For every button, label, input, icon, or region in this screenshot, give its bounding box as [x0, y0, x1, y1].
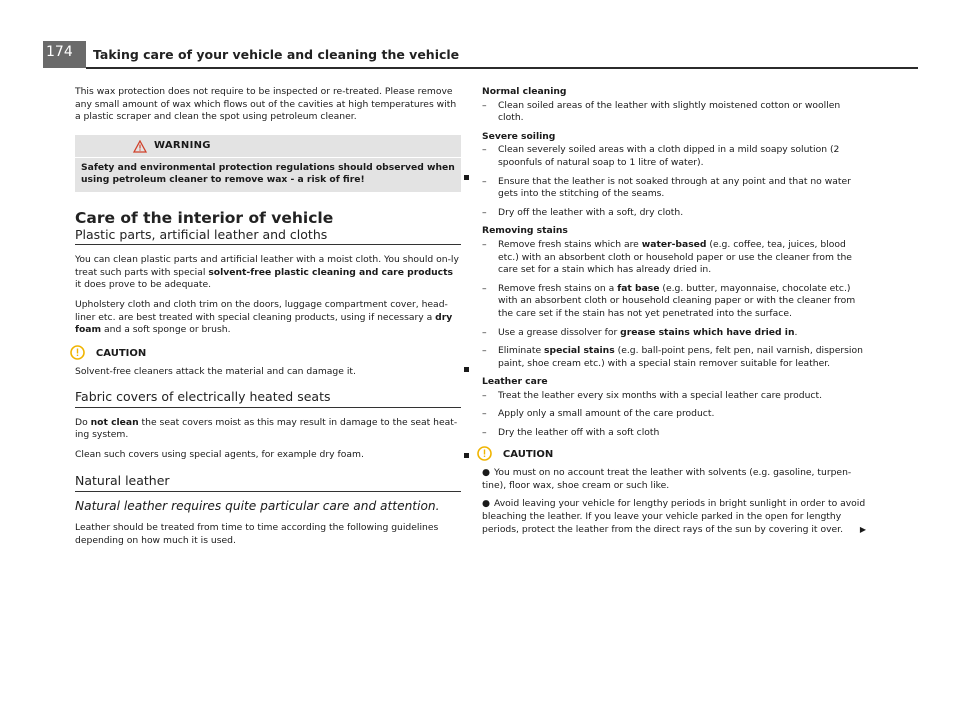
- left-column: [75, 86, 461, 555]
- severe-soiling-title: Severe soiling: [482, 130, 556, 142]
- heading-interior-care: Care of the interior of vehicle: [75, 208, 334, 227]
- heading-plastic-parts: Plastic parts, artificial leather and cloths: [75, 229, 461, 246]
- list-item: – Treat the leather every six months with a special leather care product.: [482, 390, 868, 403]
- list-item: – Dry the leather off with a soft cloth: [482, 427, 868, 440]
- normal-cleaning-title: Normal cleaning: [482, 86, 567, 97]
- list-item: – Remove fresh stains on a fat base (e.g. butter, mayonnaise, chocolate etc.) with an absorbent cloth or household cleaning paper or with the cleaner from the care set if the stain has not yet penetrated into the surface.: [482, 283, 868, 321]
- section-end-icon: [464, 453, 469, 458]
- caution-circle-icon: [70, 345, 85, 365]
- caution-block-1: [75, 345, 461, 379]
- severe-soiling-list: [482, 144, 868, 219]
- section-end-icon: [464, 175, 469, 180]
- continue-arrow-icon: ▶: [859, 524, 866, 534]
- caution-circle-icon: [477, 446, 492, 466]
- list-item: ● Avoid leaving your vehicle for lengthy periods in bright sunlight in order to avoid bleaching the leather. If you leave your vehicle parked in the open for lengthy periods, protect the leather from the direct rays of the sun by covering it over.: [482, 498, 866, 535]
- warning-label: WARNING: [154, 139, 211, 151]
- warning-header: [75, 135, 461, 158]
- caution-label-1: CAUTION: [95, 348, 147, 360]
- fabric-paragraph-2: Clean such covers using special agents, for example dry foam.: [75, 448, 364, 460]
- heading-fabric-covers: Fabric covers of electrically heated seats: [75, 391, 461, 408]
- list-item: ● You must on no account treat the leather with solvents (e.g. gasoline, turpen-tine), floor wax, shoe cream or such like.: [482, 467, 852, 491]
- fabric-paragraph-1: Do not clean the seat covers moist as this may result in damage to the seat heat-ing system.: [75, 416, 458, 441]
- list-item: – Ensure that the leather is not soaked through at any point and that no water gets into the stitching of the seams.: [482, 176, 868, 201]
- wax-paragraph: This wax protection does not require to be inspected or re-treated. Please remove any small amount of wax which flows out of the cavities at high temperatures with a plastic scraper and clean the spot using petroleum cleaner.: [75, 86, 457, 123]
- warning-triangle-icon: [133, 140, 147, 158]
- caution-block-2: [482, 446, 868, 537]
- removing-stains-list: [482, 239, 868, 370]
- leather-intro: Natural leather requires quite particular care and attention.: [75, 498, 440, 513]
- list-item: – Remove fresh stains which are water-based (e.g. coffee, tea, juices, blood etc.) with an absorbent cloth or household paper or use the cleaner from the care set for a stain which has already dried in.: [482, 239, 868, 277]
- warning-box: [75, 135, 461, 192]
- warning-text: Safety and environmental protection regulations should observed when using petroleum cleaner to remove wax - a risk of fire!: [81, 161, 455, 186]
- caution-label-2: CAUTION: [502, 449, 554, 461]
- normal-cleaning-list: [482, 100, 868, 125]
- right-column: [482, 86, 868, 542]
- list-item: – Eliminate special stains (e.g. ball-point pens, felt pen, nail varnish, dispersion paint, shoe cream etc.) with a special stain remover suitable for leather.: [482, 345, 868, 370]
- removing-stains-title: Removing stains: [482, 225, 568, 237]
- caution-bullets: [482, 467, 868, 536]
- list-item: – Apply only a small amount of the care product.: [482, 408, 868, 421]
- list-item: – Use a grease dissolver for grease stains which have dried in.: [482, 327, 868, 340]
- leather-care-title: Leather care: [482, 376, 548, 388]
- plastic-paragraph-2: Upholstery cloth and cloth trim on the doors, luggage compartment cover, head-liner etc. are best treated with special cleaning products, using if necessary a dry foam and a soft sponge or brush.: [75, 298, 453, 336]
- plastic-paragraph-1: You can clean plastic parts and artificial leather with a moist cloth. You should on-ly treat such parts with special solvent-free plastic cleaning and care products it does prove to be adequate.: [75, 254, 459, 291]
- caution-text-1: Solvent-free cleaners attack the material and can damage it.: [75, 366, 356, 378]
- list-item: – Clean soiled areas of the leather with slightly moistened cotton or woollen cloth.: [482, 100, 868, 125]
- leather-care-list: [482, 390, 868, 440]
- header-rule: [86, 67, 918, 69]
- section-end-icon: [464, 367, 469, 372]
- heading-natural-leather: Natural leather: [75, 475, 461, 492]
- leather-paragraph: Leather should be treated from time to time according the following guidelines depending on how much it is used.: [75, 522, 439, 547]
- list-item: – Clean severely soiled areas with a cloth dipped in a mild soapy solution (2 spoonfuls of natural soap to 1 litre of water).: [482, 144, 868, 169]
- page-header-title: Taking care of your vehicle and cleaning the vehicle: [93, 47, 460, 62]
- page-number: 174: [46, 44, 73, 60]
- list-item: – Dry off the leather with a soft, dry cloth.: [482, 207, 868, 220]
